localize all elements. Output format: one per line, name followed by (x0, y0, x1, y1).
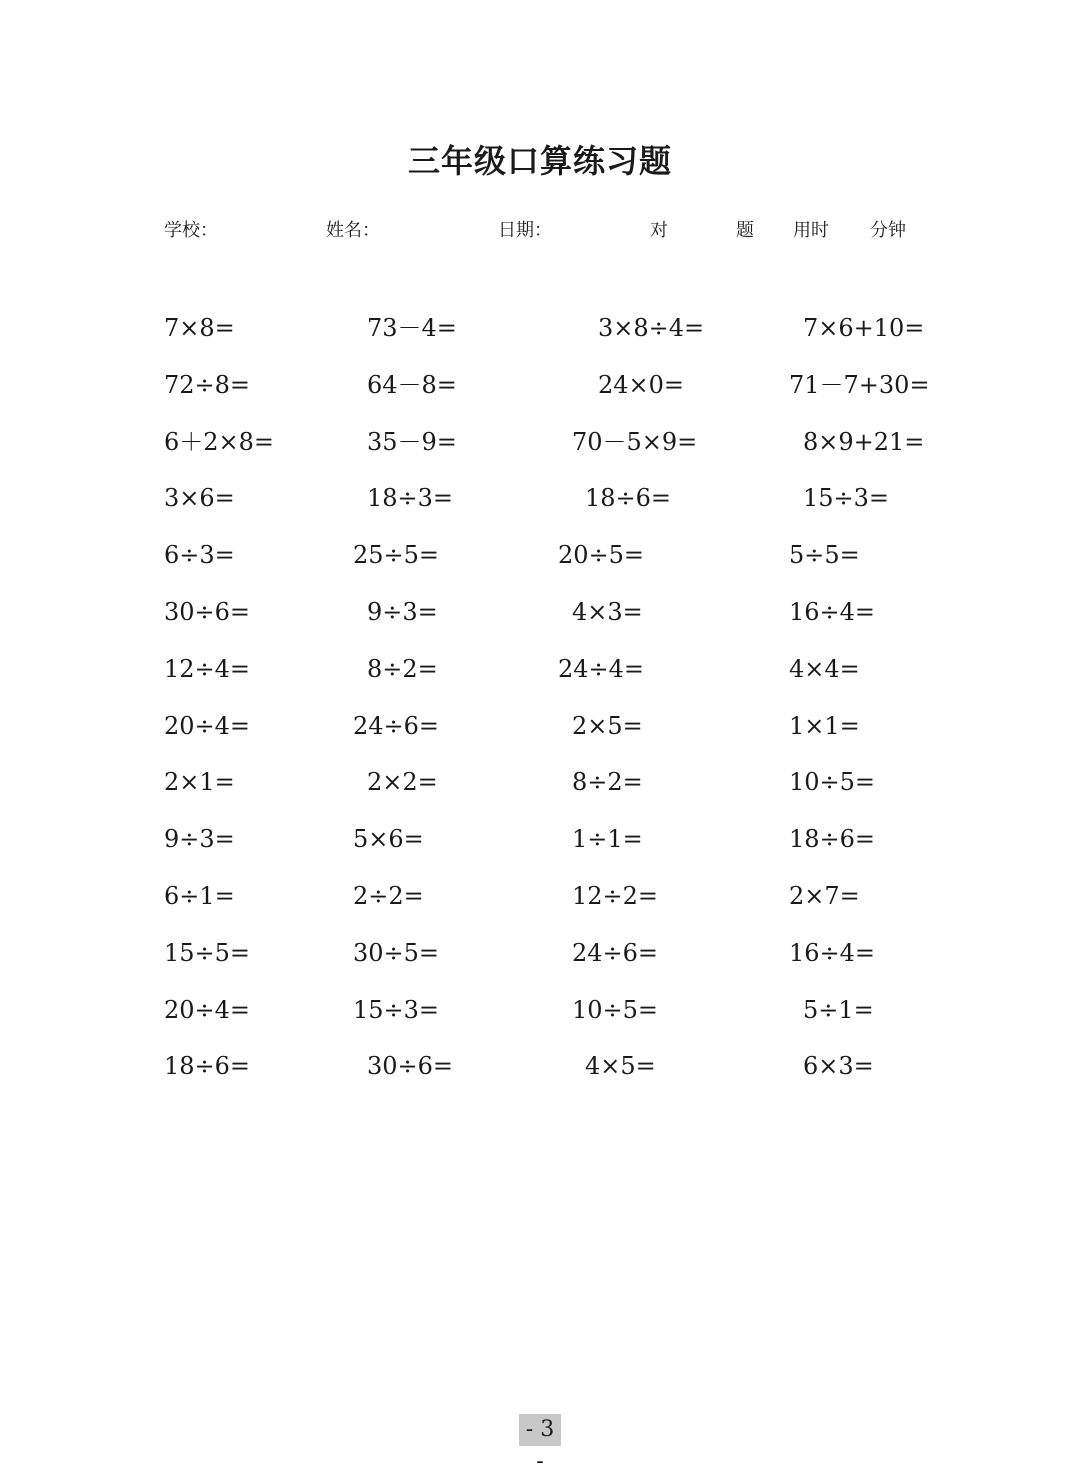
problem-row (0, 365, 1080, 405)
problem-row (0, 535, 1080, 575)
problem-cell: 15÷3= (803, 484, 890, 512)
problem-row (0, 933, 1080, 973)
problem-cell: 8×9+21= (803, 428, 925, 456)
problem-cell: 6＋2×8= (164, 428, 275, 456)
name-label: 姓名： (326, 220, 380, 241)
problem-cell: 10÷5= (789, 768, 876, 796)
problem-cell: 25÷5= (353, 541, 440, 569)
problem-row (0, 1046, 1080, 1086)
problem-cell: 1×1= (789, 712, 860, 740)
problem-cell: 15÷5= (164, 939, 251, 967)
problem-cell: 8÷2= (572, 768, 643, 796)
problem-cell: 5÷1= (803, 996, 874, 1024)
problem-cell: 24÷4= (558, 655, 645, 683)
problem-cell: 20÷4= (164, 712, 251, 740)
problem-cell: 3×8÷4= (598, 314, 705, 342)
problem-cell: 73－4= (367, 314, 457, 342)
problem-cell: 2÷2= (353, 882, 424, 910)
problem-cell: 8÷2= (367, 655, 438, 683)
problem-cell: 5÷5= (789, 541, 860, 569)
problem-cell: 5×6= (353, 825, 424, 853)
problem-row (0, 876, 1080, 916)
problem-row (0, 706, 1080, 746)
problem-cell: 6×3= (803, 1052, 874, 1080)
problem-cell: 24÷6= (572, 939, 659, 967)
problem-cell: 4×3= (572, 598, 643, 626)
problem-cell: 4×5= (585, 1052, 656, 1080)
problem-cell: 9÷3= (164, 825, 235, 853)
problem-cell: 18÷3= (367, 484, 454, 512)
problem-cell: 12÷2= (572, 882, 659, 910)
problem-cell: 18÷6= (585, 484, 672, 512)
problem-cell: 7×6+10= (803, 314, 925, 342)
problem-cell: 15÷3= (353, 996, 440, 1024)
info-line (0, 216, 1080, 244)
problem-grid (0, 308, 1080, 1108)
problem-cell: 18÷6= (789, 825, 876, 853)
problem-cell: 18÷6= (164, 1052, 251, 1080)
problem-row (0, 990, 1080, 1030)
problem-cell: 2×1= (164, 768, 235, 796)
problem-cell: 71－7+30= (789, 371, 930, 399)
page-number: - 3 - (519, 1414, 561, 1446)
problem-row (0, 819, 1080, 859)
problem-cell: 3×6= (164, 484, 235, 512)
problem-cell: 35－9= (367, 428, 457, 456)
problem-cell: 70－5×9= (572, 428, 698, 456)
problem-cell: 2×7= (789, 882, 860, 910)
problem-cell: 64－8= (367, 371, 457, 399)
problem-cell: 24÷6= (353, 712, 440, 740)
problem-cell: 20÷4= (164, 996, 251, 1024)
page-title: 三年级口算练习题 (407, 142, 672, 180)
problem-cell: 16÷4= (789, 598, 876, 626)
problem-row (0, 592, 1080, 632)
school-label: 学校： (164, 220, 218, 241)
problem-cell: 9÷3= (367, 598, 438, 626)
problem-row (0, 422, 1080, 462)
problem-cell: 4×4= (789, 655, 860, 683)
problem-cell: 12÷4= (164, 655, 251, 683)
problem-row (0, 649, 1080, 689)
problem-row (0, 762, 1080, 802)
problem-cell: 10÷5= (572, 996, 659, 1024)
problem-cell: 24×0= (598, 371, 685, 399)
problem-cell: 6÷3= (164, 541, 235, 569)
problem-cell: 7×8= (164, 314, 235, 342)
problem-row (0, 478, 1080, 518)
problem-cell: 30÷6= (367, 1052, 454, 1080)
problem-cell: 30÷5= (353, 939, 440, 967)
problem-cell: 6÷1= (164, 882, 235, 910)
problem-cell: 72÷8= (164, 371, 251, 399)
minutes-label: 分钟 (870, 220, 906, 241)
problem-cell: 20÷5= (558, 541, 645, 569)
problem-cell: 16÷4= (789, 939, 876, 967)
time-label: 用时 (793, 220, 829, 241)
problem-cell: 30÷6= (164, 598, 251, 626)
date-label: 日期： (498, 220, 552, 241)
problem-row (0, 308, 1080, 348)
questions-label: 题 (736, 220, 754, 241)
problem-cell: 2×5= (572, 712, 643, 740)
correct-label: 对 (650, 220, 668, 241)
problem-cell: 1÷1= (572, 825, 643, 853)
problem-cell: 2×2= (367, 768, 438, 796)
